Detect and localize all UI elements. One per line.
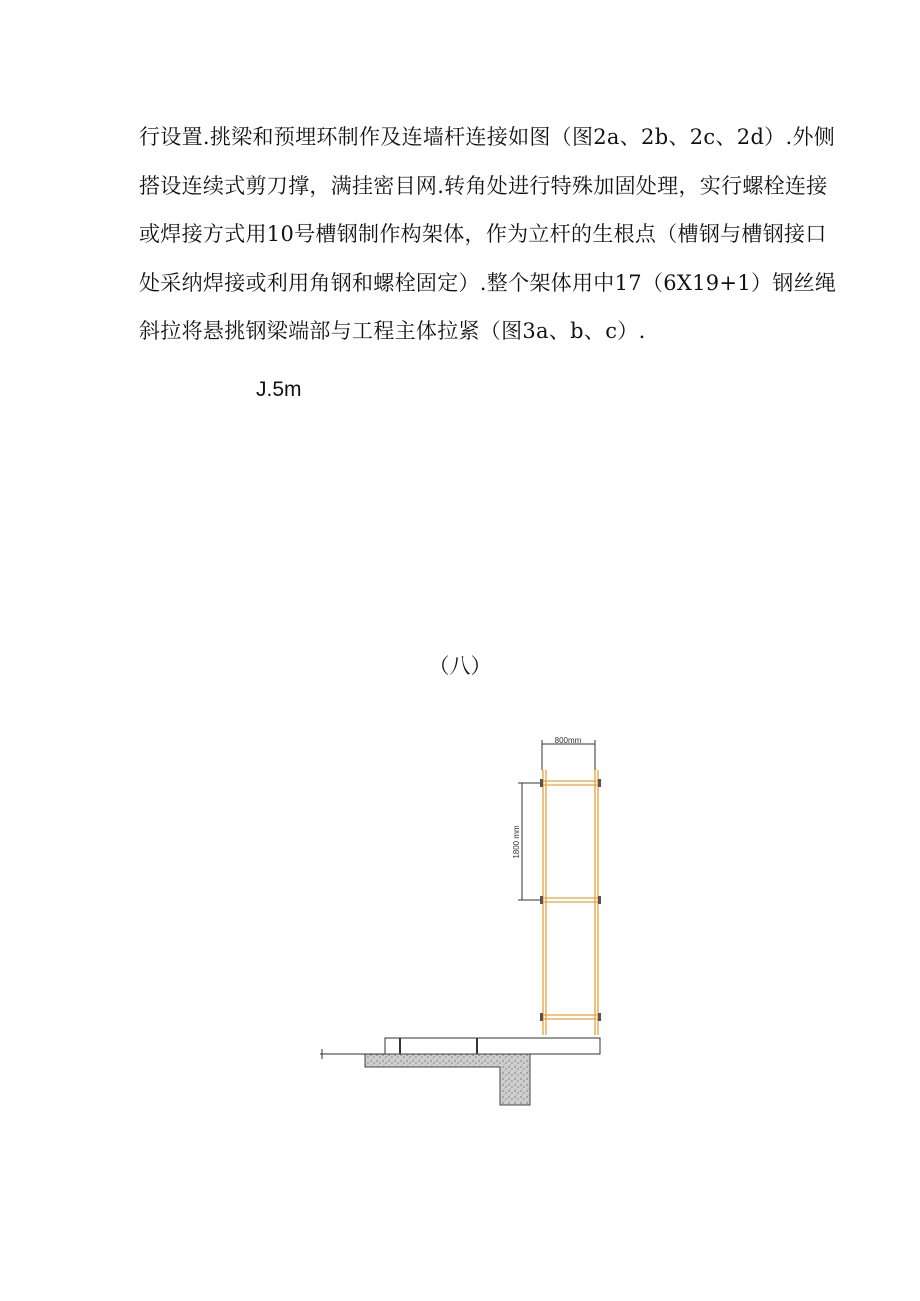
height-dimension-label: 1800 mm	[512, 825, 521, 859]
cantilever-beam	[385, 1038, 600, 1054]
figure-caption: （八）	[428, 654, 492, 678]
text-line: 或焊接方式用10号槽钢制作构架体，作为立杆的生根点（槽钢与槽钢接口	[139, 222, 827, 246]
clamp-marks	[540, 779, 601, 1021]
width-dimension-label: 800mm	[554, 736, 582, 745]
text-line: 行设置.挑梁和预埋环制作及连墙杆连接如图（图2a、2b、2c、2d）.外侧	[139, 125, 836, 149]
body-paragraph	[139, 113, 837, 356]
text-line: 搭设连续式剪刀撑，满挂密目网.转角处进行特殊加固处理，实行螺栓连接	[139, 173, 828, 198]
text-line: 斜拉将悬挑钢梁端部与工程主体拉紧（图3a、b、c）.	[139, 319, 646, 343]
text-line: 处采纳焊接或利用角钢和螺栓固定）.整个架体用中17（6X19+1）钢丝绳	[139, 270, 837, 295]
height-dimension	[518, 783, 542, 900]
scaffold-diagram	[310, 730, 610, 1115]
height-label: J.5m	[256, 378, 302, 401]
floor-slab	[320, 1049, 530, 1105]
scaffold-frame	[542, 770, 600, 1035]
